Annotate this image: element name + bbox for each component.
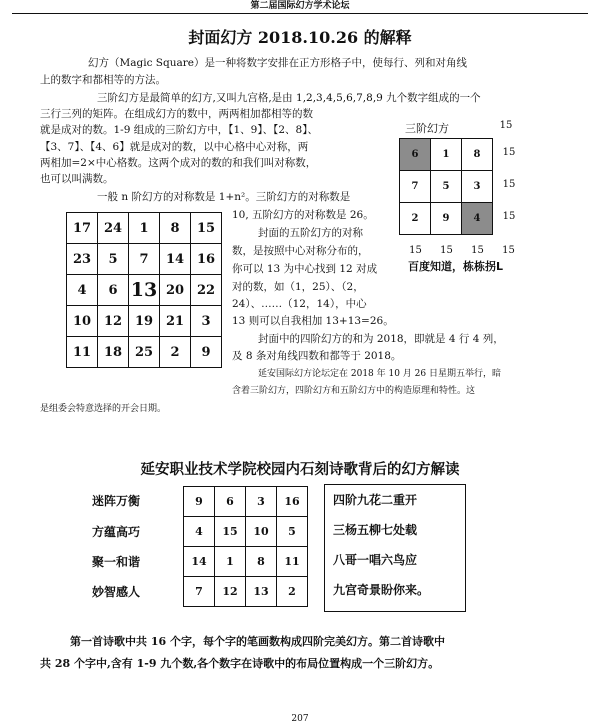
para-line: 对的数，如（1，25）、（2， <box>232 281 364 293</box>
square5-cell: 4 <box>67 275 98 306</box>
left-phrase: 聚一和谐 <box>92 555 141 569</box>
section-title-cover-square: 封面幻方 2018.10.26 的解释 <box>188 28 412 47</box>
square4-cell: 16 <box>277 487 308 517</box>
para-line: 一般 n 阶幻方的对称数是 1+n²。三阶幻方的对称数是 <box>97 191 351 203</box>
square4-cell: 6 <box>215 487 246 517</box>
magic-square-5x5 <box>66 212 222 368</box>
square3-cell: 7 <box>400 171 431 203</box>
square4-cell: 9 <box>184 487 215 517</box>
para-line: 封面中的四阶幻方的和为 2018，即就是 4 行 4 列， <box>258 333 504 345</box>
closing-line: 共 28 个字中,含有 1-9 九个数,各个数字在诗歌中的布局位置构成一个三阶幻方。 <box>40 657 440 670</box>
left-phrase: 方蕴高巧 <box>92 525 141 539</box>
square5-cell: 14 <box>160 244 191 275</box>
square3-row-sum: 15 <box>502 211 516 222</box>
para-line: 三行三列的矩阵。在组成幻方的数中，两两相加都相等的数 <box>40 108 313 120</box>
square3-cell: 3 <box>462 171 493 203</box>
para-line: 13 则可以自我相加 13+13=26。 <box>232 315 394 327</box>
para-line: 三阶幻方是最简单的幻方,又叫九宫格,是由 1,2,3,4,5,6,7,8,9 九个数字组成的一个 <box>97 92 481 104</box>
square4-cell: 3 <box>246 487 277 517</box>
square5-cell: 5 <box>98 244 129 275</box>
square5-cell: 24 <box>98 213 129 244</box>
note-line: 含着三阶幻方，四阶幻方和五阶幻方中的构造原理和特性。这 <box>232 386 476 396</box>
square5-cell: 2 <box>160 337 191 368</box>
left-phrase: 迷阵万衡 <box>92 494 141 508</box>
square4-cell: 7 <box>184 577 215 607</box>
square5-cell: 15 <box>191 213 222 244</box>
header-rule <box>12 13 588 14</box>
running-header: 第二届国际幻方学术论坛 <box>250 1 350 11</box>
square5-cell: 8 <box>160 213 191 244</box>
poem-line: 九宫奇景盼你来。 <box>333 583 430 597</box>
square4-cell: 11 <box>277 547 308 577</box>
para-line: 也可以叫满数。 <box>40 173 114 185</box>
square5-cell: 17 <box>67 213 98 244</box>
square3-col-sum: 15 <box>409 245 422 256</box>
square3-col-sum: 15 <box>440 245 453 256</box>
square5-cell: 1 <box>129 213 160 244</box>
square3-cell-highlighted: 6 <box>400 139 431 171</box>
square5-cell: 11 <box>67 337 98 368</box>
para-line: 【3、7】、【4、6】就是成对的数，以中心格中心对称，两 <box>40 141 309 153</box>
square5-cell: 20 <box>160 275 191 306</box>
square3-diag-sum: 15 <box>499 120 513 131</box>
square5-cell: 21 <box>160 306 191 337</box>
square5-cell: 23 <box>67 244 98 275</box>
note-line: 延安国际幻方论坛定在 2018 年 10 月 26 日星期五举行，暗 <box>258 369 501 379</box>
square3-cell: 9 <box>431 203 462 235</box>
square4-cell: 1 <box>215 547 246 577</box>
left-phrase: 妙智感人 <box>92 585 141 599</box>
note-line: 是组委会特意选择的开会日期。 <box>40 404 167 414</box>
para-line: 幻方（Magic Square）是一种将数字安排在正方形格子中，使每行、列和对角线 <box>88 57 467 69</box>
para-line: 封面的五阶幻方的对称 <box>258 227 363 239</box>
square5-cell: 18 <box>98 337 129 368</box>
square4-cell: 10 <box>246 517 277 547</box>
square3-cell: 1 <box>431 139 462 171</box>
square3-column-sums <box>400 238 524 257</box>
para-line: 上的数字和都相等的方法。 <box>40 74 166 86</box>
square4-cell: 14 <box>184 547 215 577</box>
square3-row-sum: 15 <box>502 179 516 190</box>
square5-cell: 25 <box>129 337 160 368</box>
closing-line: 第一首诗歌中共 16 个字，每个字的笔画数构成四阶完美幻方。第二首诗歌中 <box>70 635 445 648</box>
square4-cell: 2 <box>277 577 308 607</box>
magic-square-3x3 <box>399 138 493 235</box>
section-title-poem-squares: 延安职业技术学院校园内石刻诗歌背后的幻方解读 <box>140 461 460 478</box>
square3-row-sum: 15 <box>502 147 516 158</box>
para-line: 24）、……（12，14），中心 <box>232 298 367 310</box>
square5-cell: 10 <box>67 306 98 337</box>
square5-cell: 6 <box>98 275 129 306</box>
para-line: 10, 五阶幻方的对称数是 26。 <box>232 209 374 221</box>
square4-cell: 13 <box>246 577 277 607</box>
square5-cell: 3 <box>191 306 222 337</box>
square4-cell: 8 <box>246 547 277 577</box>
page-number: 207 <box>291 714 309 724</box>
image-credit: 百度知道，栋栋拐L <box>408 260 504 273</box>
magic-square-4x4 <box>183 486 308 607</box>
square4-cell: 15 <box>215 517 246 547</box>
square5-cell: 19 <box>129 306 160 337</box>
square3-title: 三阶幻方 <box>405 122 449 135</box>
poem-line: 四阶九花二重开 <box>333 493 418 507</box>
square5-cell: 9 <box>191 337 222 368</box>
square4-cell: 5 <box>277 517 308 547</box>
para-line: 就是成对的数。1-9 组成的三阶幻方中，【1、9】、【2、8】、 <box>40 124 318 136</box>
square5-cell: 22 <box>191 275 222 306</box>
square3-col-sum: 15 <box>471 245 484 256</box>
square5-cell: 16 <box>191 244 222 275</box>
square5-cell: 7 <box>129 244 160 275</box>
square3-cell-highlighted: 4 <box>462 203 493 235</box>
square3-cell: 2 <box>400 203 431 235</box>
square4-cell: 4 <box>184 517 215 547</box>
square3-col-sum: 15 <box>502 245 515 256</box>
para-line: 数，是按照中心对称分布的， <box>232 245 369 257</box>
para-line: 你可以 13 为中心找到 12 对成 <box>232 263 378 275</box>
poem-line: 八哥一唱六鸟应 <box>333 553 418 567</box>
poem-line: 三杨五柳七处载 <box>333 523 418 537</box>
square3-cell: 8 <box>462 139 493 171</box>
para-line: 及 8 条对角线四数和都等于 2018。 <box>232 350 402 362</box>
para-line: 两相加=2×中心格数。这两个成对的数的和我们叫对称数， <box>40 157 317 169</box>
square5-center-cell: 13 <box>129 275 160 306</box>
square4-cell: 12 <box>215 577 246 607</box>
square3-cell: 5 <box>431 171 462 203</box>
square5-cell: 12 <box>98 306 129 337</box>
